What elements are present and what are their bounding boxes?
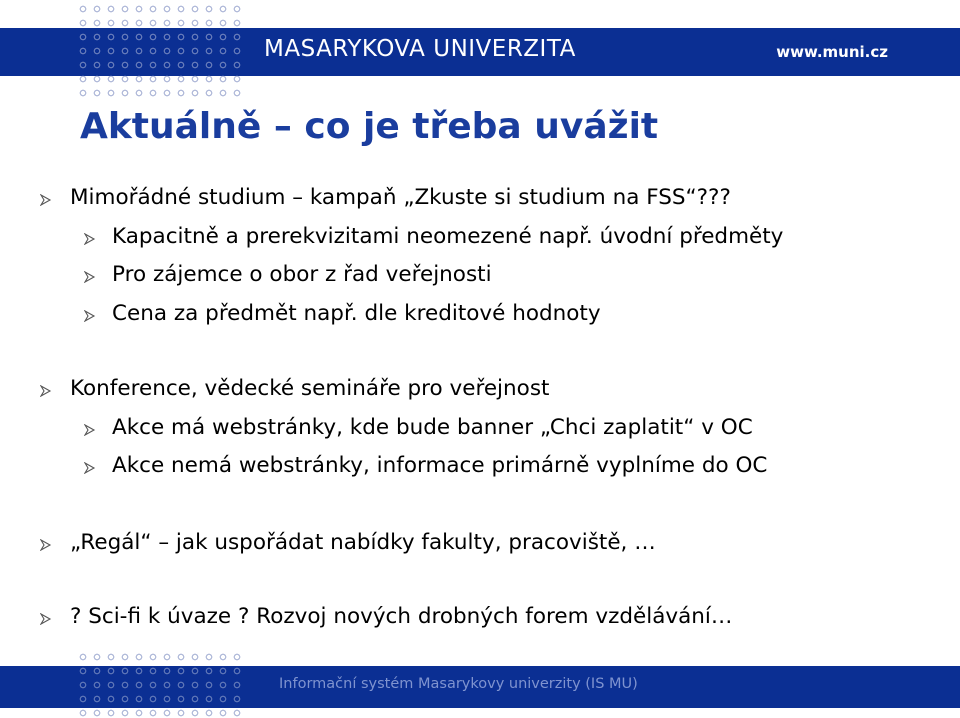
bullet-item: ? Sci-fi k úvaze ? Rozvoj nových drobných forem vzdělávání… bbox=[70, 604, 733, 629]
bullet-arrow-icon bbox=[84, 462, 96, 474]
bullet-item: „Regál“ – jak uspořádat nabídky fakulty, pracoviště, … bbox=[70, 530, 656, 555]
bullet-arrow-icon bbox=[84, 271, 96, 283]
bullet-arrow-icon bbox=[84, 233, 96, 245]
bullet-item: Mimořádné studium – kampaň „Zkuste si studium na FSS“??? bbox=[70, 185, 731, 210]
bullet-arrow-icon bbox=[40, 613, 52, 625]
decorative-dot-pattern-overlay bbox=[76, 2, 246, 100]
bullet-arrow-icon bbox=[40, 539, 52, 551]
bullet-arrow-icon bbox=[84, 310, 96, 322]
bullet-arrow-icon bbox=[40, 194, 52, 206]
website-link[interactable]: www.muni.cz bbox=[776, 43, 888, 61]
bullet-arrow-icon bbox=[40, 385, 52, 397]
bullet-item: Konference, vědecké semináře pro veřejnost bbox=[70, 376, 550, 401]
slide-title: Aktuálně – co je třeba uvážit bbox=[80, 106, 659, 147]
bullet-item: Akce nemá webstránky, informace primárně vyplníme do OC bbox=[112, 453, 768, 478]
bullet-item: Pro zájemce o obor z řad veřejnosti bbox=[112, 262, 492, 287]
bullet-item: Kapacitně a prerekvizitami neomezené např. úvodní předměty bbox=[112, 224, 784, 249]
footer-text: Informační systém Masarykovy univerzity (IS MU) bbox=[279, 676, 638, 692]
header bbox=[0, 0, 960, 100]
bullet-arrow-icon bbox=[84, 424, 96, 436]
bullet-item: Cena za předmět např. dle kreditové hodnoty bbox=[112, 301, 601, 326]
bullet-item: Akce má webstránky, kde bude banner „Chci zaplatit“ v OC bbox=[112, 415, 753, 440]
university-name: MASARYKOVA UNIVERZITA bbox=[264, 36, 576, 62]
decorative-dot-pattern-bottom-overlay bbox=[76, 650, 246, 718]
